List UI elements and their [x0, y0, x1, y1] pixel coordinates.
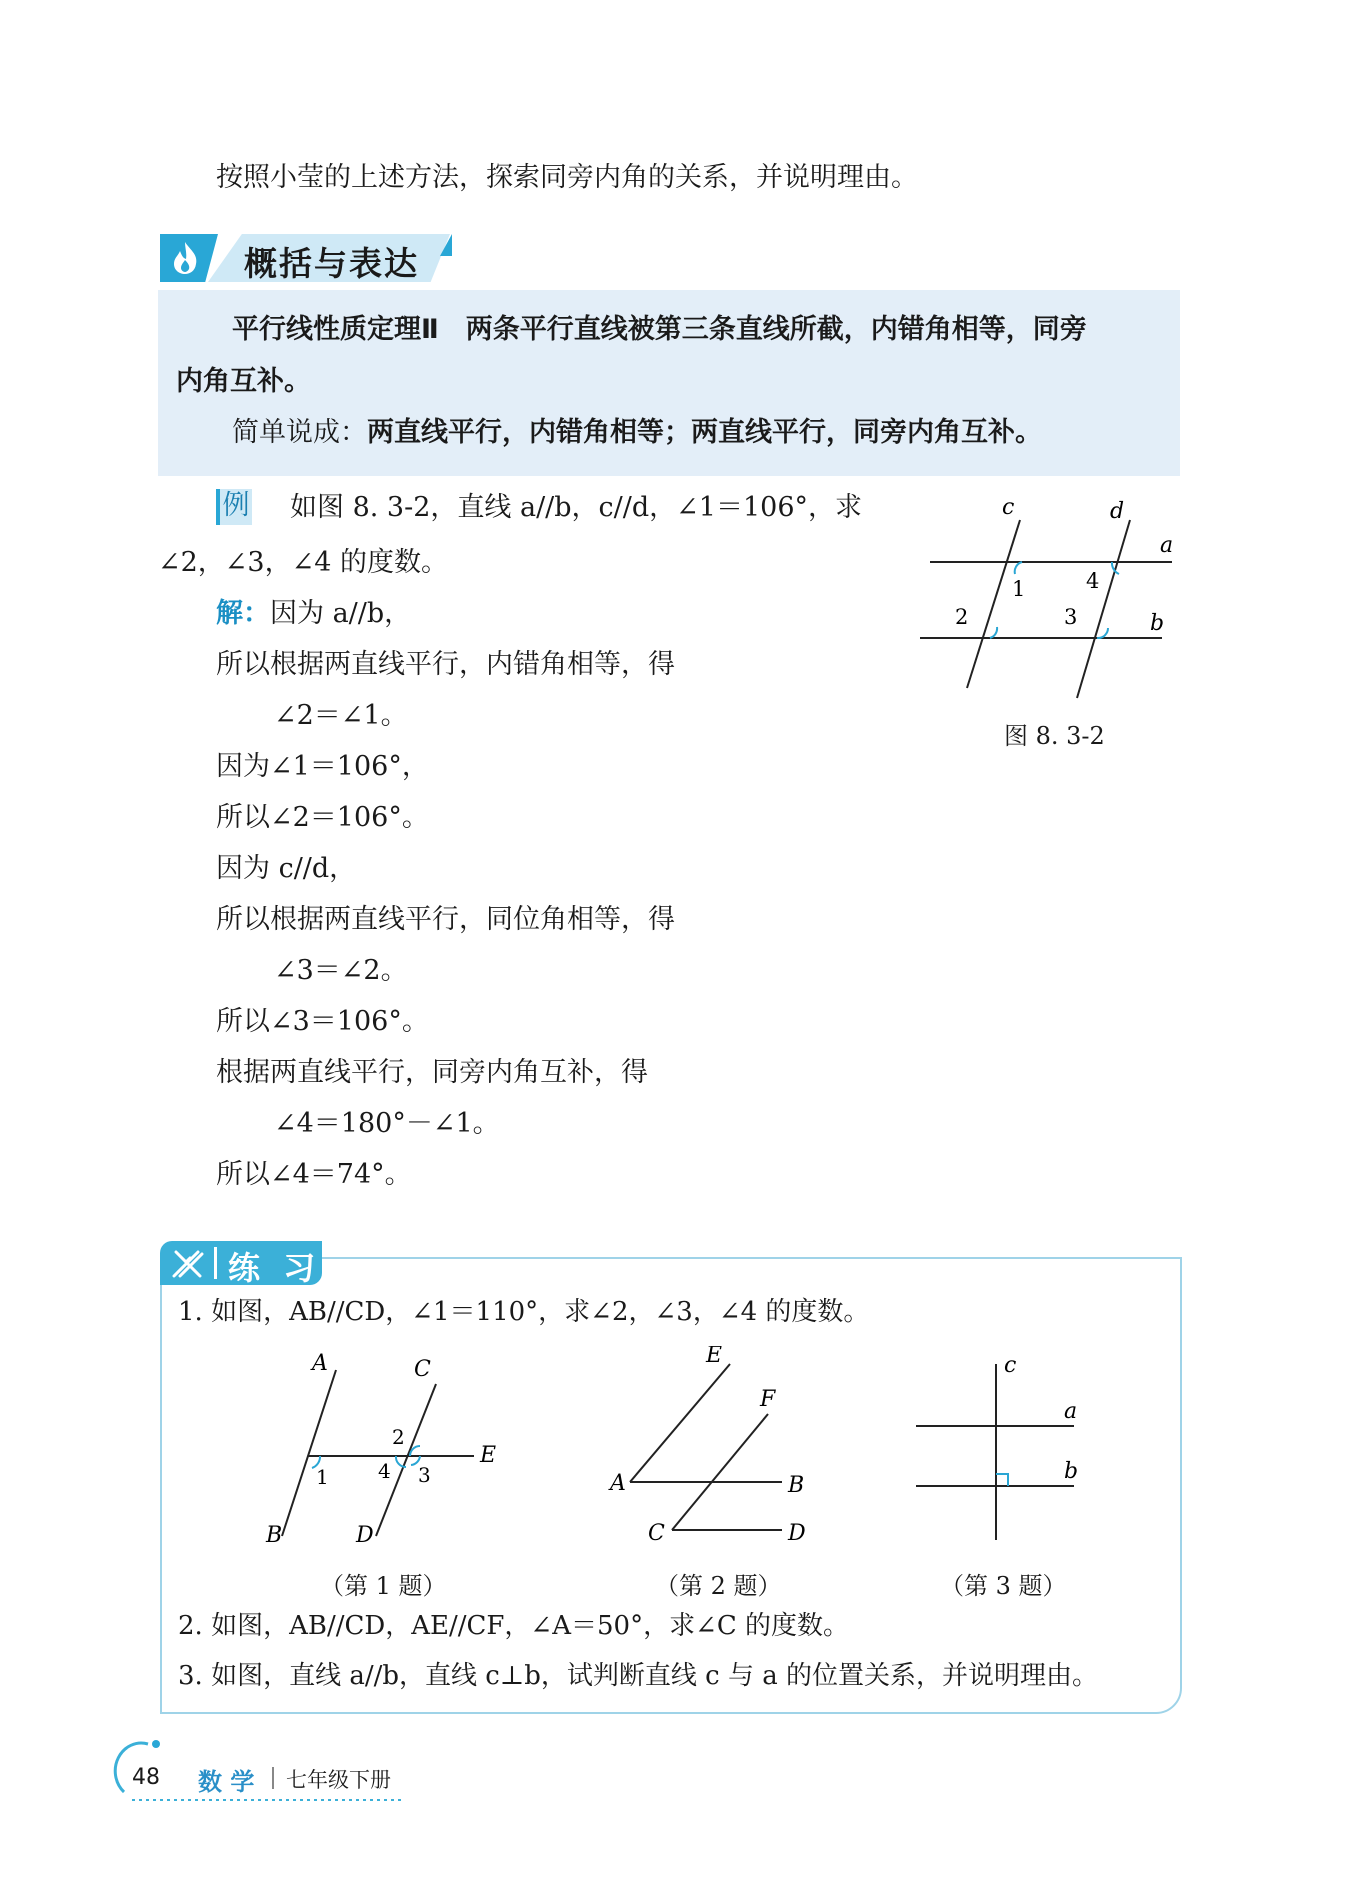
practice-figure-2 [600, 1346, 830, 1546]
theorem-line1: 平行线性质定理Ⅱ 两条平行直线被第三条直线所截，内错角相等，同旁 [232, 314, 1087, 345]
label-1: 1 [1012, 577, 1026, 601]
solution-step-text: 因为 a//b， [270, 598, 412, 629]
flame-icon [168, 240, 202, 276]
label-2: 2 [392, 1425, 405, 1449]
label-2: 2 [955, 605, 969, 629]
label-E: E [706, 1346, 723, 1368]
label-A: A [312, 1351, 328, 1376]
solution-step: 所以根据两直线平行，内错角相等，得 [216, 649, 675, 680]
label-F: F [760, 1387, 776, 1412]
solution-step: 因为 c//d， [216, 853, 357, 884]
practice-figure-3-caption: （第 3 题） [940, 1572, 1067, 1600]
figure-caption: 图 8. 3-2 [1004, 722, 1105, 750]
label-c: c [1004, 1353, 1017, 1378]
solution-step: 因为∠1＝106°， [216, 751, 429, 782]
section-header [160, 234, 460, 284]
example-question-line1: 如图 8. 3-2，直线 a//b，c//d，∠1＝106°，求 [290, 492, 862, 523]
footer-subject: 数 学 [198, 1768, 255, 1796]
solution-step: 所以∠4＝74°。 [216, 1159, 412, 1190]
theorem-short [232, 415, 1042, 450]
label-C: C [414, 1357, 431, 1382]
intro-line: 按照小莹的上述方法，探索同旁内角的关系，并说明理由。 [216, 162, 918, 193]
solution-step-1 [216, 596, 411, 631]
practice-figure-2-caption: （第 2 题） [655, 1572, 782, 1600]
practice-figure-1-caption: （第 1 题） [320, 1572, 447, 1600]
label-1: 1 [316, 1465, 329, 1489]
section-title: 概括与表达 [244, 244, 419, 283]
theorem-short-prefix: 简单说成： [232, 417, 367, 448]
footer-grade: 七年级下册 [286, 1768, 391, 1792]
practice-question-2: 2. 如图，AB//CD，AE//CF，∠A＝50°，求∠C 的度数。 [178, 1611, 850, 1641]
solution-step: ∠4＝180°－∠1。 [274, 1108, 500, 1139]
solution-step: 所以根据两直线平行，同位角相等，得 [216, 904, 675, 935]
label-a: a [1160, 533, 1174, 558]
practice-title: 练 习 [228, 1249, 322, 1287]
practice-figure-3 [906, 1346, 1106, 1546]
label-C: C [648, 1521, 665, 1546]
practice-header [160, 1241, 322, 1285]
solution-step: ∠3＝∠2。 [274, 955, 408, 986]
practice-question-3: 3. 如图，直线 a//b，直线 c⊥b，试判断直线 c 与 a 的位置关系，并说明理由。 [178, 1661, 1099, 1691]
pencil-ruler-icon [170, 1246, 206, 1280]
solution-label: 解： [216, 598, 270, 629]
example-question-line2: ∠2，∠3，∠4 的度数。 [158, 547, 448, 578]
page-number: 48 [132, 1765, 160, 1790]
label-a: a [1064, 1399, 1078, 1424]
label-B: B [788, 1473, 805, 1498]
solution-step: ∠2＝∠1。 [274, 700, 408, 731]
theorem-line2: 内角互补。 [176, 366, 311, 397]
footer-separator [272, 1767, 274, 1789]
label-A: A [610, 1471, 626, 1496]
label-3: 3 [418, 1463, 431, 1487]
label-D: D [356, 1523, 374, 1546]
solution-step: 根据两直线平行，同旁内角互补，得 [216, 1057, 648, 1088]
practice-figure-1 [246, 1346, 516, 1546]
label-c: c [1002, 495, 1015, 520]
label-b: b [1150, 611, 1165, 636]
example-label: 例 [216, 489, 252, 525]
figure-8-3-2 [920, 490, 1180, 710]
label-E: E [480, 1443, 497, 1468]
practice-question-1: 1. 如图，AB//CD，∠1＝110°，求∠2，∠3，∠4 的度数。 [178, 1297, 870, 1327]
theorem-short-text: 两直线平行，内错角相等；两直线平行，同旁内角互补。 [367, 417, 1042, 448]
label-d: d [1110, 499, 1125, 524]
label-3: 3 [1064, 605, 1078, 629]
solution-step: 所以∠2＝106°。 [216, 802, 429, 833]
label-D: D [788, 1521, 806, 1546]
label-B: B [266, 1523, 283, 1546]
label-b: b [1064, 1459, 1079, 1484]
label-4: 4 [378, 1459, 391, 1483]
solution-step: 所以∠3＝106°。 [216, 1006, 429, 1037]
label-4: 4 [1086, 569, 1100, 593]
